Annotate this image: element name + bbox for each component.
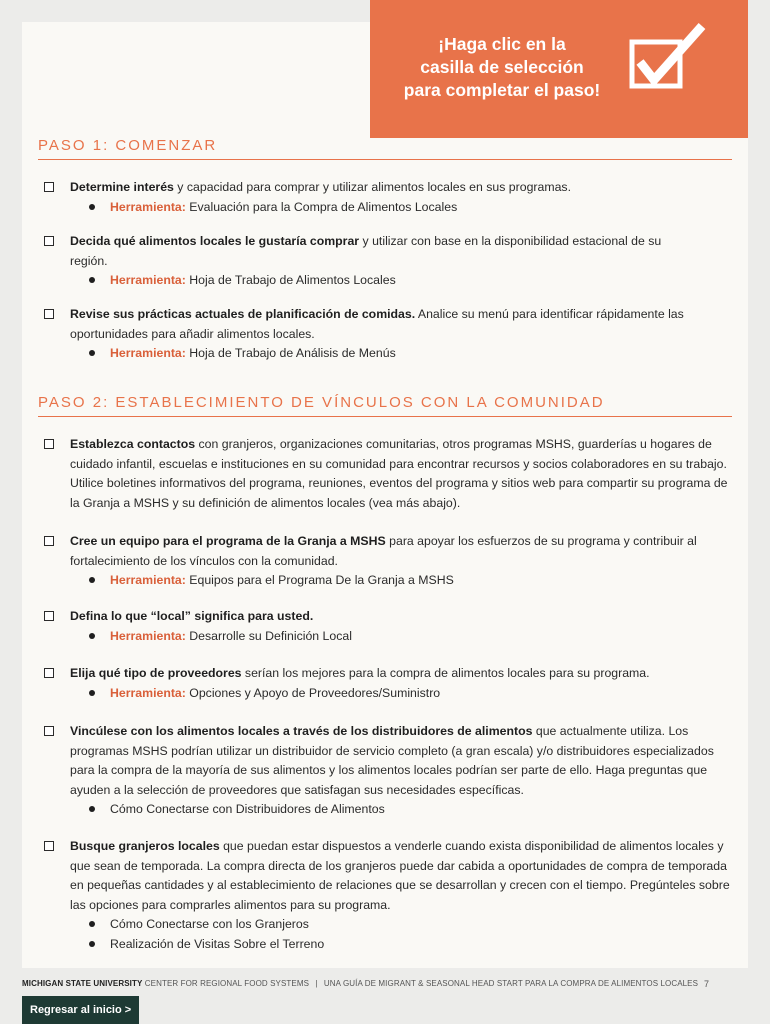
item-bold: Defina lo que “local” significa para usted.	[70, 609, 314, 623]
item-bold: Establezca contactos	[70, 437, 196, 451]
bullet-icon	[89, 577, 95, 583]
footer-separator: |	[315, 979, 318, 988]
page-number: 7	[704, 979, 710, 989]
item-bold: Determine interés	[70, 180, 174, 194]
step-checkbox[interactable]	[44, 668, 54, 678]
step2-item-5	[44, 722, 734, 820]
item-text: que actualmente utiliza. Los programas MSHS podrían utilizar un distribuidor de servicio completo (a gran escala) y/o distribuidores especializados para la compra de la mayoría de sus alimentos y los alimentos locales podrían ser parte de ello. Haga preguntas que ayuden a la selección de proveedores que satisfagan sus necesidades específicas.	[70, 724, 714, 797]
step-checkbox[interactable]	[44, 439, 54, 449]
step-checkbox[interactable]	[44, 536, 54, 546]
step-checkbox[interactable]	[44, 726, 54, 736]
footer-guide: UNA GUÍA DE MIGRANT & SEASONAL HEAD START PARA LA COMPRA DE ALIMENTOS LOCALES	[323, 979, 699, 988]
footer-org: MICHIGAN STATE UNIVERSITY	[22, 979, 143, 988]
step1-item-2	[44, 232, 734, 291]
item-text: Analice su menú para identificar rápidamente las oportunidades para añadir alimentos locales.	[70, 307, 684, 341]
instruction-callout	[370, 0, 748, 138]
tool-link[interactable]: Herramienta: Hoja de Trabajo de Alimentos Locales	[110, 271, 734, 291]
footer-center: CENTER FOR REGIONAL FOOD SYSTEMS	[144, 979, 310, 988]
bullet-icon	[89, 690, 95, 696]
step-checkbox[interactable]	[44, 611, 54, 621]
back-to-start-button[interactable]: Regresar al inicio >	[22, 996, 139, 1024]
item-text: y utilizar con base en la disponibilidad estacional de su región.	[70, 234, 662, 268]
step-checkbox[interactable]	[44, 309, 54, 319]
step2-item-1	[44, 435, 734, 513]
resource-link[interactable]: Cómo Conectarse con Distribuidores de Alimentos	[110, 800, 734, 820]
tool-link[interactable]: Herramienta: Hoja de Trabajo de Análisis de Menús	[110, 344, 734, 364]
step2-heading: PASO 2: ESTABLECIMIENTO DE VÍNCULOS CON LA COMUNIDAD	[38, 394, 732, 417]
resource-link[interactable]: Realización de Visitas Sobre el Terreno	[110, 935, 734, 955]
tool-link[interactable]: Herramienta: Opciones y Apoyo de Proveedores/Suministro	[110, 684, 734, 704]
tool-link[interactable]: Herramienta: Evaluación para la Compra de Alimentos Locales	[110, 198, 734, 218]
step-checkbox[interactable]	[44, 236, 54, 246]
step2-item-3	[44, 607, 734, 646]
item-bold: Cree un equipo para el programa de la Granja a MSHS	[70, 534, 386, 548]
step-checkbox[interactable]	[44, 182, 54, 192]
bullet-icon	[89, 921, 95, 927]
page-footer	[22, 979, 748, 988]
step2-item-2	[44, 532, 734, 591]
item-text: para apoyar los esfuerzos de su programa y contribuir al fortalecimiento de los vínculos con la comunidad.	[70, 534, 697, 568]
item-bold: Elija qué tipo de proveedores	[70, 666, 242, 680]
bullet-icon	[89, 277, 95, 283]
step1-item-1	[44, 178, 734, 217]
item-bold: Revise sus prácticas actuales de planificación de comidas.	[70, 307, 416, 321]
step1-item-3	[44, 305, 734, 364]
checkbox-check-icon	[626, 22, 712, 98]
item-text: con granjeros, organizaciones comunitarias, otros programas MSHS, guarderías u hogares de cuidado infantil, escuelas e instituciones en su comunidad para encontrar recursos y socios colaboradores en su trabajo. Utilice boletines informativos del programa, reuniones, eventos del programa y sitios web para compartir su programa de la Granja a MSHS y su definición de alimentos locales (vea más abajo).	[70, 437, 728, 510]
bullet-icon	[89, 204, 95, 210]
bullet-icon	[89, 633, 95, 639]
callout-text: ¡Haga clic en la casilla de selección para completar el paso!	[403, 34, 601, 100]
item-text: y capacidad para comprar y utilizar alimentos locales en sus programas.	[173, 180, 571, 194]
bullet-icon	[89, 806, 95, 812]
item-bold: Busque granjeros locales	[70, 839, 220, 853]
bullet-icon	[89, 941, 95, 947]
item-bold: Vincúlese con los alimentos locales a través de los distribuidores de alimentos	[70, 724, 533, 738]
tool-link[interactable]: Herramienta: Equipos para el Programa De la Granja a MSHS	[110, 571, 734, 591]
step2-item-6	[44, 837, 734, 954]
step2-item-4	[44, 664, 734, 703]
bullet-icon	[89, 350, 95, 356]
step-checkbox[interactable]	[44, 841, 54, 851]
item-text: que puedan estar dispuestos a venderle cuando exista disponibilidad de alimentos locales y que sean de temporada. La compra directa de los granjeros puede dar cabida a oportunidades de compra de temporada en pequeñas cantidades y al establecimiento de relaciones que se desarrollan y crecen con el tiempo. Pregúnteles sobre las opciones para comprarles alimentos para su programa.	[70, 839, 730, 912]
resource-link[interactable]: Cómo Conectarse con los Granjeros	[110, 915, 734, 935]
item-text: serían los mejores para la compra de alimentos locales para su programa.	[241, 666, 650, 680]
step1-heading: PASO 1: COMENZAR	[38, 137, 732, 160]
tool-link[interactable]: Herramienta: Desarrolle su Definición Local	[110, 627, 734, 647]
item-bold: Decida qué alimentos locales le gustaría comprar	[70, 234, 360, 248]
